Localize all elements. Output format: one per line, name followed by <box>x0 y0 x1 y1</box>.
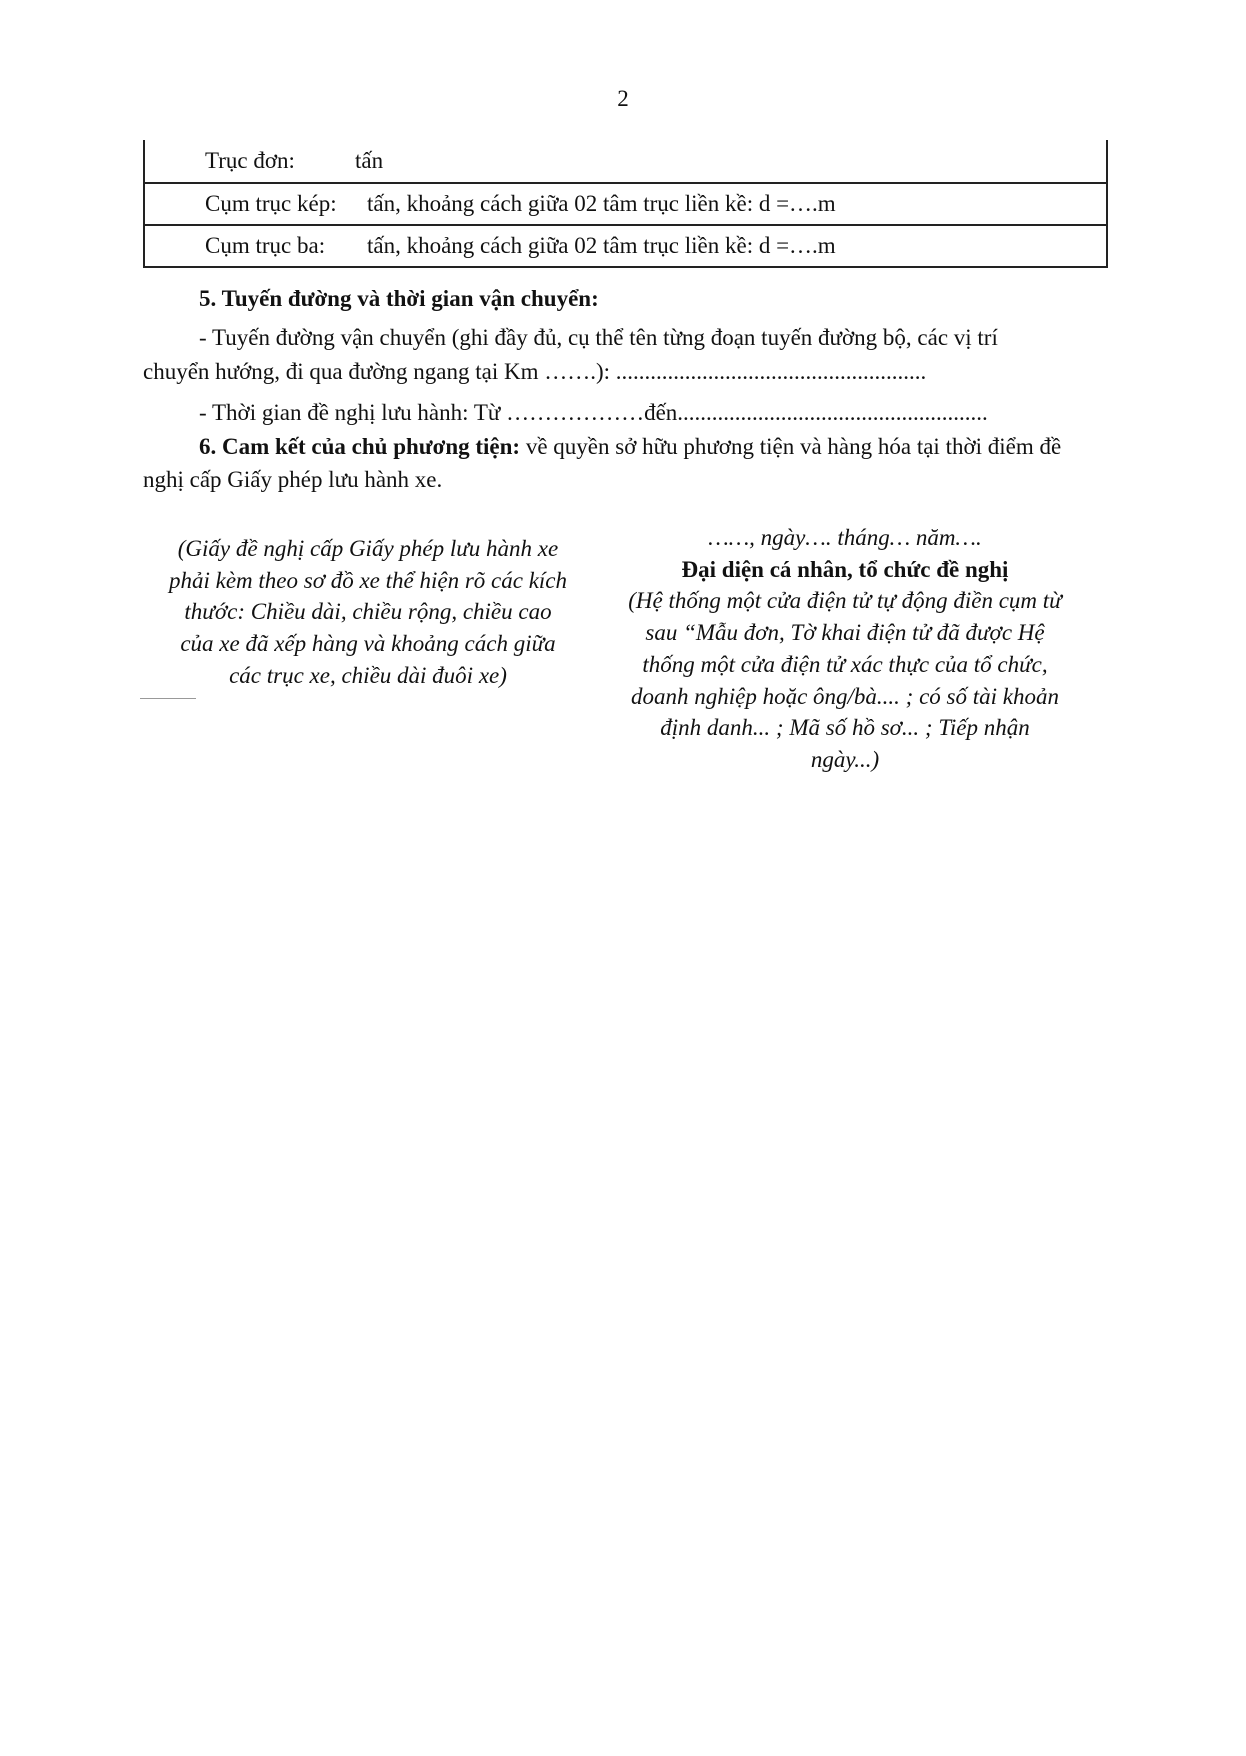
page-number: 2 <box>617 86 629 111</box>
axle-load-value: tấn, khoảng cách giữa 02 tâm trục liền kề: d =….m <box>367 233 836 259</box>
signer-note <box>600 585 1090 775</box>
section-6-line-1 <box>143 430 1133 463</box>
section-commitment <box>143 430 1133 497</box>
axle-load-value: tấn, khoảng cách giữa 02 tâm trục liền kề: d =….m <box>367 191 836 217</box>
table-row <box>145 182 1106 224</box>
scan-mark <box>140 698 196 699</box>
axle-load-value: tấn <box>355 148 384 174</box>
note-line: doanh nghiệp hoặc ông/bà.... ; có số tài khoản <box>630 683 1059 709</box>
axle-type-label: Trục đơn: <box>205 148 295 174</box>
note-line: ngày...) <box>810 747 880 773</box>
diagram-requirement-note <box>143 533 593 692</box>
note-line: các trục xe, chiều dài đuôi xe) <box>229 662 507 688</box>
note-line: của xe đã xếp hàng và khoảng cách giữa <box>180 631 556 657</box>
axle-type-label: Cụm trục ba: <box>205 233 326 259</box>
table-row <box>145 140 1106 182</box>
date-line: ……, ngày…. tháng… năm…. <box>708 525 982 550</box>
section-5-heading: 5. Tuyến đường và thời gian vận chuyển: <box>199 286 599 311</box>
section-6-line-2: nghị cấp Giấy phép lưu hành xe. <box>143 467 443 493</box>
axle-type-label: Cụm trục kép: <box>205 191 337 217</box>
route-line-2: chuyển hướng, đi qua đường ngang tại Km …….): ...................................................... <box>143 358 927 384</box>
section-6-text: về quyền sở hữu phương tiện và hàng hóa tại thời điểm đề <box>520 434 1062 459</box>
signature-block <box>600 522 1090 776</box>
section-6-heading: 6. Cam kết của chủ phương tiện: <box>199 434 521 459</box>
note-line: định danh... ; Mã số hồ sơ... ; Tiếp nhận <box>660 715 1030 741</box>
note-line: (Giấy đề nghị cấp Giấy phép lưu hành xe <box>177 536 559 561</box>
note-line: thống một cửa điện tử xác thực của tổ chức, <box>642 651 1048 677</box>
route-line-1: - Tuyến đường vận chuyển (ghi đầy đủ, cụ thể tên từng đoạn tuyến đường bộ, các vị trí <box>199 325 998 351</box>
time-line: - Thời gian đề nghị lưu hành: Từ ………………đến...................................................... <box>199 400 988 426</box>
note-line: thước: Chiều dài, chiều rộng, chiều cao <box>184 599 552 625</box>
note-line: sau “Mẫu đơn, Tờ khai điện tử đã được Hệ <box>645 620 1045 646</box>
table-row <box>145 224 1106 266</box>
signer-title: Đại diện cá nhân, tổ chức đề nghị <box>681 556 1009 582</box>
note-line: phải kèm theo sơ đồ xe thể hiện rõ các kích <box>168 567 568 593</box>
section-route-time <box>143 282 1133 429</box>
note-line: (Hệ thống một cửa điện tử tự động điền cụm từ <box>628 588 1062 614</box>
axle-load-table <box>143 140 1108 268</box>
